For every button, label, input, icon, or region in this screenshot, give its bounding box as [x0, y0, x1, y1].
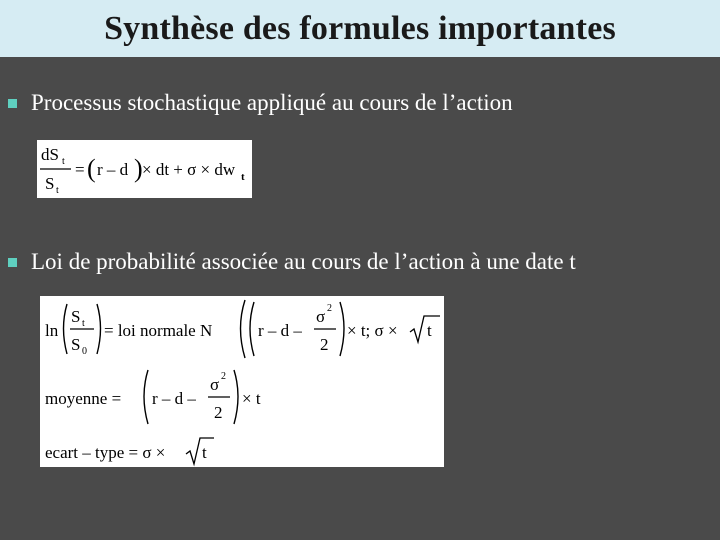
f2-frac-num-sub: t: [82, 318, 85, 329]
bullet-text-2: Loi de probabilité associée au cours de l’action à une date t: [31, 249, 576, 274]
formula-stochastic-process: [37, 140, 252, 198]
f2-moy-left: r – d –: [152, 389, 196, 408]
square-bullet-icon: [8, 258, 17, 267]
f2-moy-times-t: × t: [242, 389, 261, 408]
f2-two: 2: [320, 335, 329, 354]
bullet-text-1: Processus stochastique appliqué au cours de l’action: [31, 90, 513, 115]
f2-sqrt-icon: [410, 316, 440, 342]
f2-ecart: ecart – type = σ ×: [45, 443, 166, 462]
f1-right-paren: ): [134, 154, 143, 183]
f1-equals: =: [75, 160, 85, 179]
f2-moy-right-paren: [234, 370, 238, 424]
f2-moy-sigma: σ: [210, 375, 220, 394]
bullet-item-2: [8, 249, 576, 275]
f1-numerator-sub: t: [62, 156, 65, 167]
f2-sigma: σ: [316, 307, 326, 326]
square-bullet-icon: [8, 99, 17, 108]
f2-sigma-sup: 2: [327, 303, 332, 314]
f1-rest-sub: t: [241, 171, 245, 183]
formula-probability-law: [40, 296, 444, 467]
f2-big-left-paren: [241, 300, 246, 358]
f1-denominator-sub: t: [56, 185, 59, 196]
f2-moyenne: moyenne =: [45, 389, 122, 408]
f1-numerator: dS: [41, 145, 59, 164]
f2-moy-left-paren: [144, 370, 148, 424]
f2-ln-right-paren: [97, 304, 101, 354]
f2-inner-left: r – d –: [258, 321, 302, 340]
f2-times-t: × t; σ ×: [347, 321, 398, 340]
title-bar: [0, 0, 720, 57]
f1-rest: × dt + σ × dw: [142, 160, 236, 179]
f2-frac-den: S: [71, 335, 81, 354]
f2-ecart-sqrt-icon: [186, 438, 214, 464]
f2-inner-right-paren: [340, 302, 344, 356]
f1-left-paren: (: [87, 154, 96, 183]
f1-denominator: S: [45, 174, 55, 193]
f2-moy-sigma-sup: 2: [221, 371, 226, 382]
f2-ecart-sqrt-t: t: [202, 443, 207, 462]
slide-title: Synthèse des formules importantes: [104, 9, 616, 47]
f2-sqrt-t: t: [427, 321, 432, 340]
f2-frac-den-sub: 0: [82, 346, 87, 357]
f2-frac-num: S: [71, 307, 81, 326]
f2-moy-two: 2: [214, 403, 223, 422]
f1-expr: r – d: [97, 160, 129, 179]
f2-law: = loi normale N: [104, 321, 213, 340]
bullet-item-1: [8, 90, 513, 116]
f2-ln: ln: [45, 321, 59, 340]
f2-ln-left-paren: [64, 304, 68, 354]
f2-inner-left-paren: [250, 302, 254, 356]
